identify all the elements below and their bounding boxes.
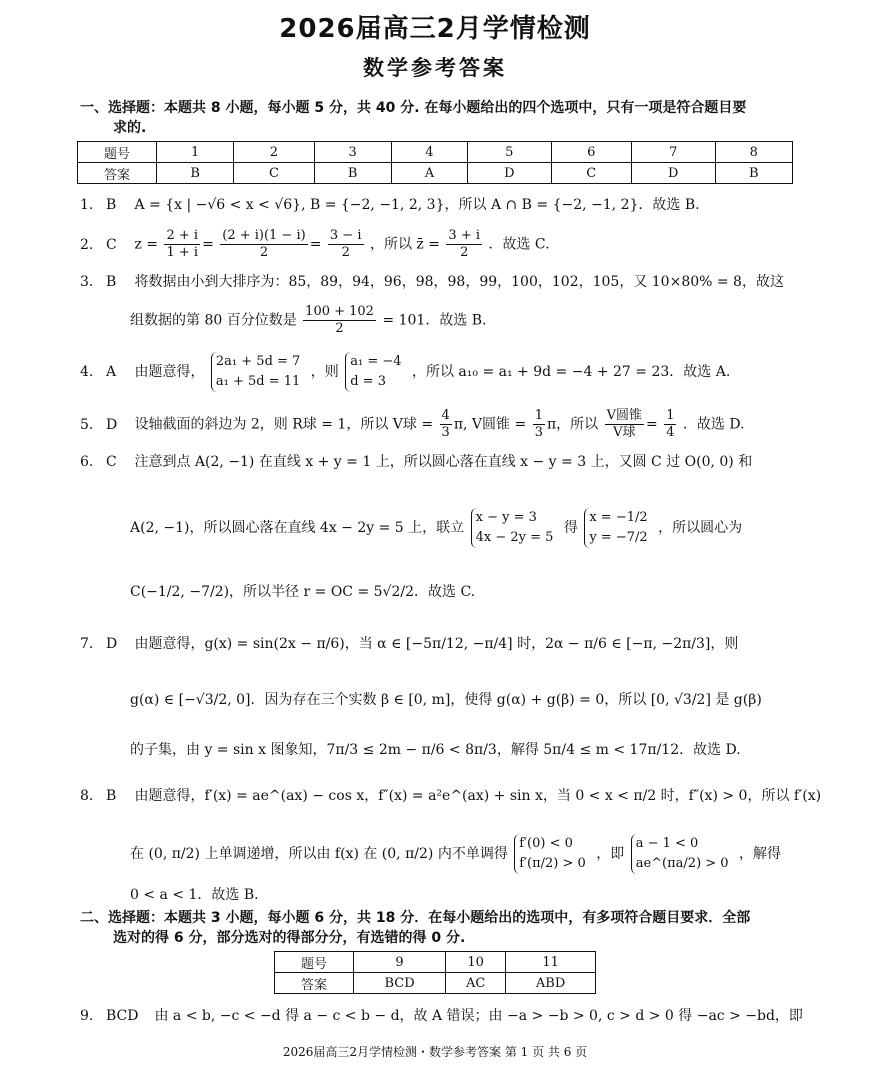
- equation-system: x = −1/2 y = −7/2: [584, 508, 651, 548]
- solution-2: 2. C z = $\frac{2 + i}{1 + i}$ = $\frac{(2 + i)(1 - i)}{2}$ = $\frac{3 - i}{2}$ ，所以 z̄ = $\frac{3 + i}{2}$ ．故选 C.: [80, 228, 550, 260]
- fraction: $\frac{1}{3}$: [534, 408, 543, 440]
- fraction: $\frac{\text{V圆锥}}{\text{V球}}$: [606, 408, 643, 440]
- table-cell: 9: [354, 952, 446, 973]
- table-cell: 2: [234, 142, 314, 163]
- fraction: $\frac{4}{3}$: [441, 408, 450, 440]
- solution-7-cont-2: 的子集，由 y = sin x 图象知，7π/3 ≤ 2m − π/6 < 8π/3，解得 5π/4 ≤ m < 17π/12．故选 D.: [130, 742, 741, 758]
- equation-system: 2a₁ + 5d = 7 a₁ + 5d = 11: [211, 352, 304, 392]
- equation-system: x − y = 3 4x − 2y = 5: [471, 508, 558, 548]
- fraction: $\frac{3 + i}{2}$: [448, 228, 481, 260]
- table-cell: B: [314, 163, 391, 184]
- section-1-heading: [80, 98, 800, 138]
- solution-7-cont: g(α) ∈ [−√3/2, 0]．因为存在三个实数 β ∈ [0, m]，使得 g(α) + g(β) = 0，所以 [0, √3/2] 是 g(β): [130, 692, 762, 708]
- table-cell: 1: [157, 142, 234, 163]
- answer-table-2: [274, 951, 596, 994]
- solution-6-cont-2: C(−1/2, −7/2)，所以半径 r = OC = 5√2/2．故选 C.: [130, 584, 476, 600]
- solution-5: 5. D 设轴截面的斜边为 2，则 R球 = 1，所以 V球 = $\frac{4}{3}$ π, V圆锥 = $\frac{1}{3}$ π，所以 $\frac{\text{V圆锥}}{\text{V球}}$ = $\frac{1}{4}$ ．故选 D.: [80, 408, 745, 440]
- answer-table-1: [77, 141, 793, 184]
- equation-system: a₁ = −4 d = 3: [345, 352, 405, 392]
- table-cell: 10: [446, 952, 506, 973]
- table-cell: ABD: [506, 973, 596, 994]
- table-cell: 3: [314, 142, 391, 163]
- equation-system: f′(0) < 0 f′(π/2) > 0: [514, 834, 590, 874]
- table-cell: B: [715, 163, 792, 184]
- table-header-label: 题号: [78, 142, 157, 163]
- solution-7: 7. D 由题意得，g(x) = sin(2x − π/6)，当 α ∈ [−5π/12, −π/4] 时，2α − π/6 ∈ [−π, −2π/3]，则: [80, 636, 739, 652]
- page-subtitle: 数学参考答案: [363, 56, 507, 80]
- solution-4: 4. A 由题意得， 2a₁ + 5d = 7 a₁ + 5d = 11 ，则 a₁ = −4 d = 3 ，所以 a₁₀ = a₁ + 9d = −4 + 27 = 23．故选 A.: [80, 352, 730, 392]
- solution-8: 8. B 由题意得，f′(x) = ae^(ax) − cos x，f″(x) = a²e^(ax) + sin x，当 0 < x < π/2 时，f″(x) > 0，所以 f′(x): [80, 788, 822, 804]
- page-footer: 2026届高三2月学情检测・数学参考答案 第 1 页 共 6 页: [282, 1045, 588, 1059]
- table-cell: C: [551, 163, 631, 184]
- section-1-line-1: 一、选择题：本题共 8 小题，每小题 5 分，共 40 分. 在每小题给出的四个选项中，只有一项是符合题目要: [80, 100, 747, 116]
- solution-6: 6. C 注意到点 A(2, −1) 在直线 x + y = 1 上，所以圆心落在直线 x − y = 3 上，又圆 C 过 O(0, 0) 和: [80, 454, 753, 470]
- table-cell: A: [391, 163, 467, 184]
- table-answer-label: 答案: [78, 163, 157, 184]
- table-row: [275, 952, 596, 973]
- table-cell: C: [234, 163, 314, 184]
- solution-6-cont: A(2, −1)，所以圆心落在直线 4x − 2y = 5 上，联立 x − y = 3 4x − 2y = 5 得 x = −1/2 y = −7/2 ，所以圆心为: [130, 508, 742, 548]
- table-cell: 6: [551, 142, 631, 163]
- solution-3: 3. B 将数据由小到大排序为：85，89，94，96，98，98，99，100，102，105，又 10×80% = 8，故这: [80, 274, 784, 290]
- table-cell: 11: [506, 952, 596, 973]
- table-cell: D: [631, 163, 715, 184]
- fraction: $\frac{(2 + i)(1 - i)}{2}$: [222, 228, 306, 260]
- equation-system: a − 1 < 0 ae^(πa/2) > 0: [631, 834, 733, 874]
- table-row: [78, 142, 793, 163]
- table-row: [78, 163, 793, 184]
- fraction: $\frac{1}{4}$: [666, 408, 675, 440]
- table-header-label: 题号: [275, 952, 354, 973]
- fraction: $\frac{2 + i}{1 + i}$: [166, 228, 199, 260]
- table-cell: D: [467, 163, 551, 184]
- solution-8-cont-2: 0 < a < 1．故选 B.: [130, 887, 259, 903]
- solution-3-cont: 组数据的第 80 百分位数是 $\frac{100 + 102}{2}$ = 101．故选 B.: [130, 304, 487, 336]
- table-cell: BCD: [354, 973, 446, 994]
- section-2-heading: [80, 908, 800, 948]
- page-title: 2026届高三2月学情检测: [279, 14, 591, 44]
- table-cell: 8: [715, 142, 792, 163]
- section-1-line-2: 求的.: [113, 120, 147, 136]
- table-cell: 5: [467, 142, 551, 163]
- table-cell: B: [157, 163, 234, 184]
- fraction: $\frac{100 + 102}{2}$: [305, 304, 374, 336]
- solution-1: 1. B A = {x | −√6 < x < √6}, B = {−2, −1, 2, 3}，所以 A ∩ B = {−2, −1, 2}．故选 B.: [80, 197, 700, 213]
- solution-8-cont: 在 (0, π/2) 上单调递增，所以由 f(x) 在 (0, π/2) 内不单调得 f′(0) < 0 f′(π/2) > 0 ，即 a − 1 < 0 ae^(πa/2) > 0 ，解得: [130, 834, 781, 874]
- table-cell: AC: [446, 973, 506, 994]
- fraction: $\frac{3 - i}{2}$: [329, 228, 362, 260]
- table-answer-label: 答案: [275, 973, 354, 994]
- section-2-line-1: 二、选择题：本题共 3 小题，每小题 6 分，共 18 分．在每小题给出的选项中，有多项符合题目要求．全部: [80, 910, 751, 926]
- section-2-line-2: 选对的得 6 分，部分选对的得部分分，有选错的得 0 分.: [113, 930, 466, 946]
- solution-9: 9. BCD 由 a < b, −c < −d 得 a − c < b − d，故 A 错误；由 −a > −b > 0, c > d > 0 得 −ac > −bd，即: [80, 1008, 803, 1024]
- table-cell: 4: [391, 142, 467, 163]
- table-cell: 7: [631, 142, 715, 163]
- table-row: [275, 973, 596, 994]
